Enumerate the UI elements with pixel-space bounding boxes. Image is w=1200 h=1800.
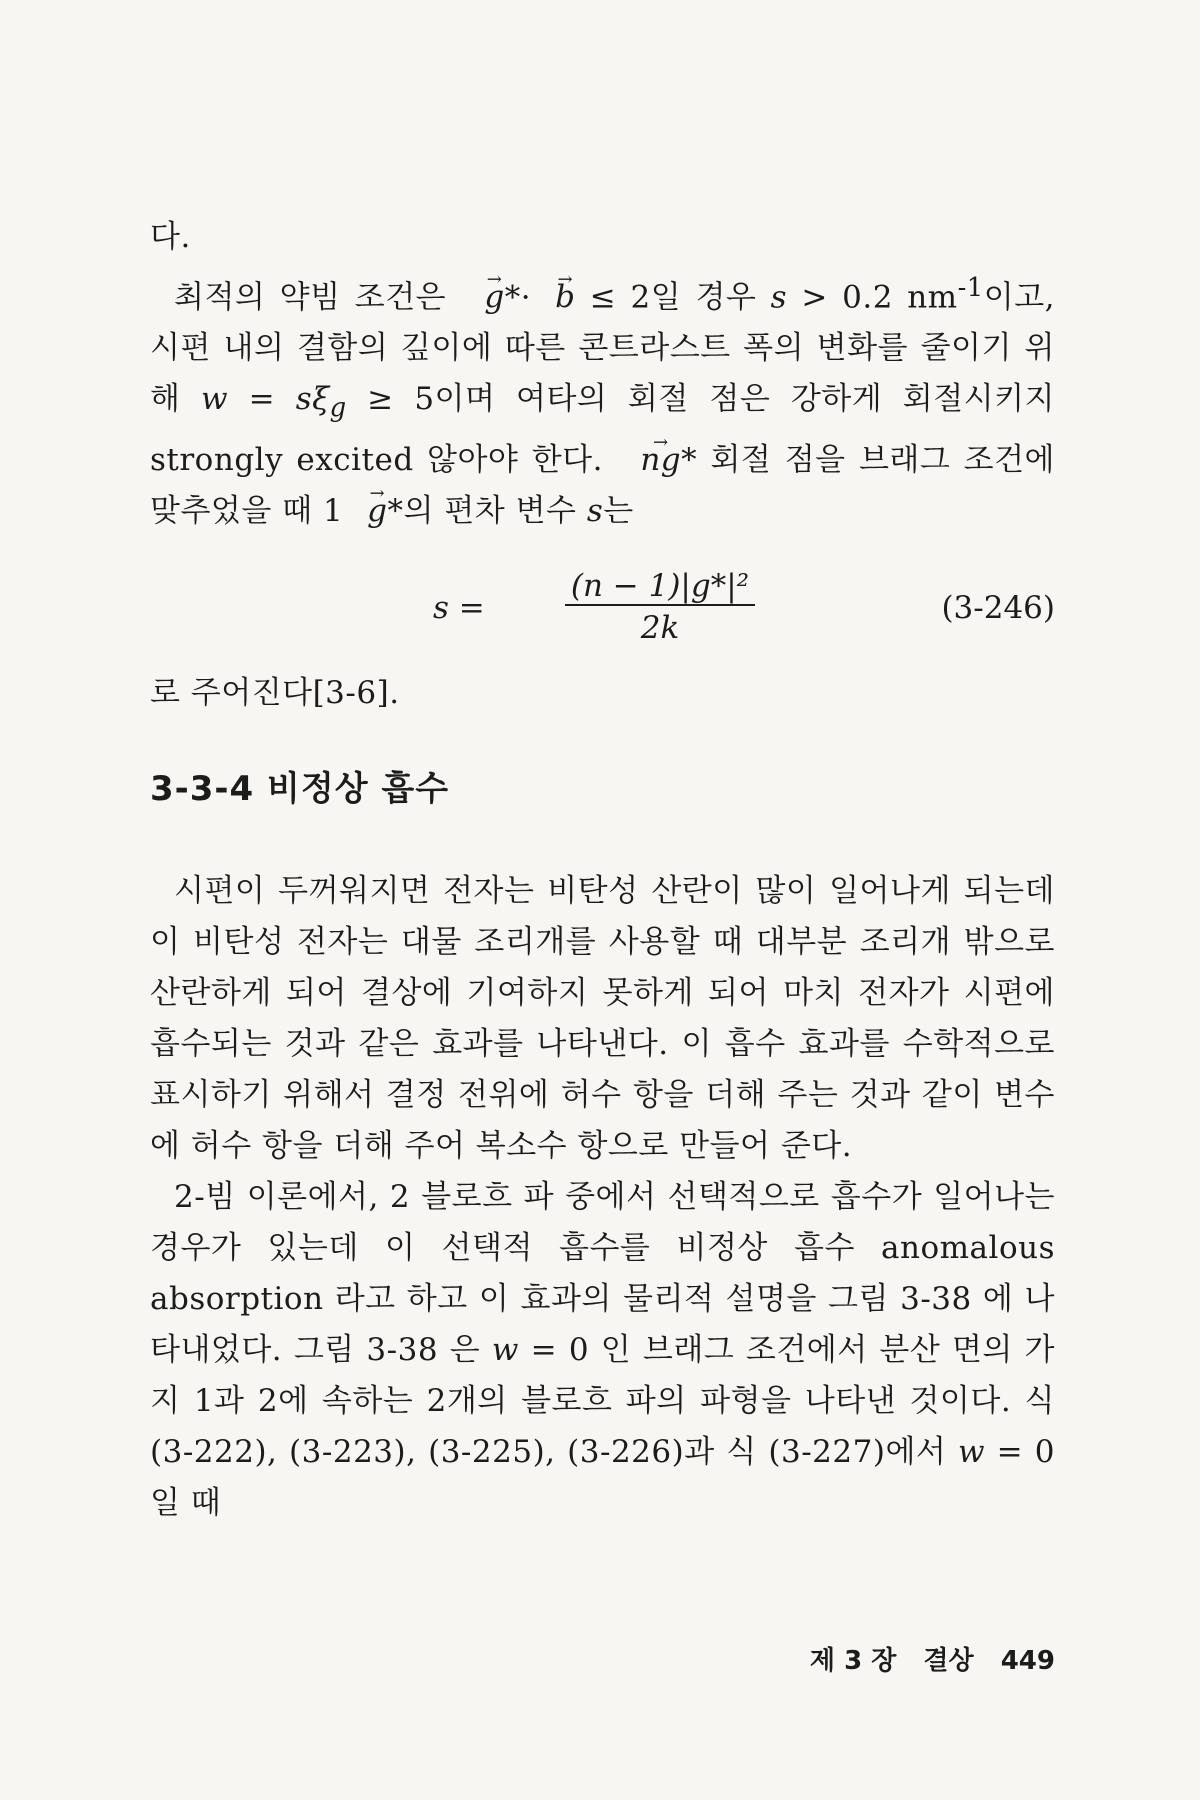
equation-3-246 [150, 568, 1055, 648]
variable-s-xi: sξ [295, 381, 330, 418]
paragraph-given-by: 로 주어진다[3-6]. [150, 675, 400, 711]
text-run: = 0 인 브래그 조건에서 분산 면의 가지 1과 2에 속하는 2개의 블로흐 파의 파형을 나타낸 것이다. 식 (3-222), (3-223), (3-225), (3-226)과 식 (3-227)에서 [150, 1332, 1055, 1470]
text-run: * [681, 441, 698, 478]
vector-g: → g [460, 272, 504, 323]
variable-s: s [770, 279, 788, 316]
equation-followup [150, 668, 1055, 719]
text-run: 는 [603, 492, 634, 529]
upper-text-block [150, 212, 1055, 537]
equation-fraction [495, 568, 825, 646]
page-number: 449 [1000, 1646, 1055, 1676]
text-run: 최적의 약빔 조건은 [174, 279, 461, 316]
text-run: = [228, 381, 296, 418]
text-run: ≤ 2일 경우 [575, 279, 771, 316]
equation-lhs: s = [433, 590, 485, 626]
page-footer [792, 1640, 1055, 1677]
subscript-g: g [329, 393, 347, 424]
chapter-title: 결상 [923, 1646, 974, 1676]
vector-b: → b [531, 272, 575, 323]
paragraph-weak-beam [150, 263, 1055, 537]
equation-number: (3-246) [941, 590, 1055, 626]
paragraph-inelastic: 시편이 두꺼워지면 전자는 비탄성 산란이 많이 일어나게 되는데 이 비탄성 전자는 대물 조리개를 사용할 때 대부분 조리개 밖으로 산란하게 되어 결상에 기여하지 못하게 되어 마치 전자가 시편에 흡수되는 것과 같은 효과를 나타낸다. 이 흡수 효과를 수학적으로 표시하기 위해서 결정 전위에 허수 항을 더해 주는 것과 같이 변수에 허수 항을 더해 주어 복소수 항으로 만들어 준다. [150, 873, 1055, 1164]
chapter-label: 제 3 장 [809, 1646, 897, 1676]
text-run: > 0.2 nm [787, 279, 958, 316]
text-run: 2-빔 이론에서, 2 블로흐 파 중에서 선택적으로 흡수가 일어나는 경우가 있는데 이 선택적 흡수를 비정상 흡수 anomalous absorption 라고 하고 이 효과의 물리적 설명을 그림 3-38 에 나타내었다. 그림 3-38 은 [150, 1179, 1055, 1368]
variable-w: w [957, 1434, 986, 1470]
text-run: *· [504, 279, 532, 316]
text-run: *의 편차 변수 [387, 492, 587, 529]
vector-ng: → ng [616, 435, 681, 486]
superscript: -1 [957, 273, 984, 303]
text-run: 회절 점을 브래그 조건에 맞추었을 때 1 [150, 441, 1055, 529]
vector-g: → g [343, 486, 387, 537]
section-heading-block [150, 764, 1055, 815]
variable-w: w [201, 381, 229, 418]
equation-denominator: 2k [640, 610, 680, 646]
paragraph-anomalous [150, 1172, 1055, 1529]
text-run: ≥ 5이며 여타의 회절 점은 강하게 회절시키지 strongly excited 않아야 한다. [150, 381, 1055, 478]
text-run: 이고, 시편 내의 결함의 깊이에 따른 콘트라스트 폭의 변화를 줄이기 위해 [150, 279, 1055, 418]
lower-text-block [150, 866, 1055, 1529]
equation-numerator: (n − 1)|g*|² [565, 568, 755, 606]
variable-s: s [586, 492, 604, 529]
section-heading: 3-3-4 비정상 흡수 [150, 769, 450, 809]
paragraph-continuation: 다. [150, 219, 191, 255]
variable-w: w [491, 1332, 519, 1368]
text-run: = 0 일 때 [150, 1434, 1056, 1521]
